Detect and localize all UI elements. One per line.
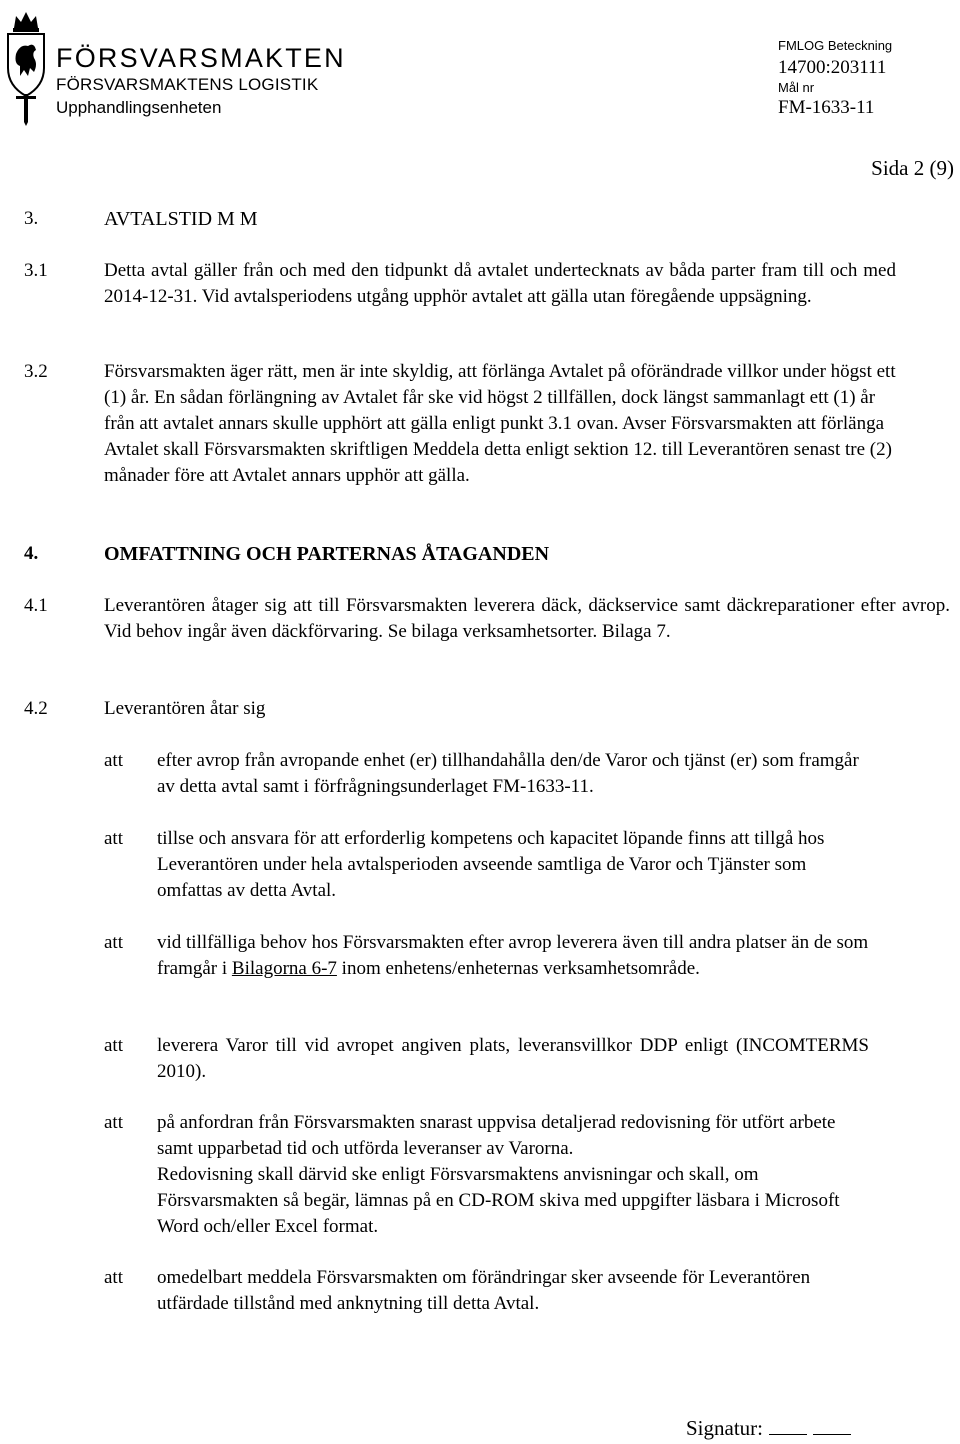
document-header [0, 0, 960, 130]
designation-value: 14700:203111 [778, 57, 887, 78]
section-number: 3. [24, 208, 39, 229]
list-item-label: att [104, 932, 123, 953]
signature-line [813, 1416, 851, 1435]
organization-name: FÖRSVARSMAKTEN [56, 43, 346, 73]
signature-line [769, 1416, 807, 1435]
paragraph-number: 4.2 [24, 698, 48, 719]
signature-label: Signatur: [686, 1416, 763, 1440]
list-item-paragraph: Redovisning skall därvid ske enligt Försvarsmaktens anvisningar och skall, om Försvarsmakten så begär, lämnas på en CD-ROM skiva med uppgifter läsbara i Microsoft Word och/eller Excel format. [157, 1164, 840, 1237]
list-item-label: att [104, 1112, 123, 1133]
paragraph-text: Leverantören åtar sig [104, 698, 266, 719]
section-title: OMFATTNING OCH PARTERNAS ÅTAGANDEN [104, 543, 550, 565]
list-item-text: leverera Varor till vid avropet angiven plats, leveransvillkor DDP enligt (INCOMTERMS 2010). [157, 1035, 869, 1082]
paragraph-text: Leverantören åtager sig att till Försvarsmakten leverera däck, däckservice samt däckreparationer efter avrop. Vid behov ingår även däckförvaring. Se bilaga verksamhetsorter. Bilaga 7. [104, 595, 950, 642]
list-item-text: tillse och ansvara för att erforderlig kompetens och kapacitet löpande finns att tillgå hos Leverantören under hela avtalsperioden avseende samtliga de Varor och Tjänster som omfattas av detta Avtal. [157, 828, 825, 901]
signature-field [686, 1416, 851, 1441]
paragraph-text: Detta avtal gäller från och med den tidpunkt då avtalet undertecknats av båda parter fram till och med 2014-12-31. Vid avtalsperiodens utgång upphör avtalet att gälla utan föregående uppsägning. [104, 260, 896, 307]
list-item-text: omedelbart meddela Försvarsmakten om förändringar sker avseende för Leverantören utfärdade tillstånd med anknytning till detta Avtal. [157, 1267, 811, 1314]
list-item-label: att [104, 1267, 123, 1288]
case-number-label: Mål nr [778, 80, 815, 95]
organization-department: Upphandlingsenheten [56, 98, 222, 117]
section-title: AVTALSTID M M [104, 208, 258, 230]
appendix-link[interactable]: Bilagorna 6-7 [231, 958, 337, 979]
list-item-label: att [104, 750, 123, 771]
list-item-text-start: vid tillfälliga behov hos Försvarsmakten efter avrop leverera även till andra platser än de som framgår i [157, 932, 869, 979]
designation-label: FMLOG Beteckning [778, 38, 893, 53]
list-item-text [157, 930, 869, 982]
list-item-label: att [104, 828, 123, 849]
paragraph-number: 3.2 [24, 361, 48, 382]
list-item-text [157, 1110, 869, 1240]
list-item-text: efter avrop från avropande enhet (er) tillhandahålla den/de Varor och tjänst (er) som framgår av detta avtal samt i förfrågningsunderlaget FM-1633-11. [157, 750, 859, 797]
paragraph-text: Försvarsmakten äger rätt, men är inte skyldig, att förlänga Avtalet på oförändrade villkor under högst ett (1) år. En sådan förlängning av Avtalet får ske vid högst 2 tillfällen, dock längst sammanlagt ett (1) år från att avtalet annars skulle upphört att gälla enligt punkt 3.1 ovan. Avser Försvarsmakten att förlänga Avtalet skall Försvarsmakten skriftligen Meddela detta enligt sektion 12. till Leverantören senast tre (2) månader före att Avtalet annars upphör att gälla. [104, 361, 896, 486]
page-number: Sida 2 (9) [871, 156, 954, 180]
organization-subunit: FÖRSVARSMAKTENS LOGISTIK [56, 75, 319, 94]
armed-forces-crest-icon [2, 6, 50, 126]
list-item-label: att [104, 1035, 123, 1056]
list-item-text-end: inom enhetens/enheternas verksamhetsområde. [336, 958, 700, 979]
list-item-paragraph: på anfordran från Försvarsmakten snarast uppvisa detaljerad redovisning för utfört arbete samt upparbetad tid och utförda leveranser av Varorna. [157, 1112, 836, 1159]
section-number: 4. [24, 543, 39, 564]
case-number-value: FM-1633-11 [778, 97, 875, 118]
paragraph-number: 4.1 [24, 595, 48, 616]
paragraph-number: 3.1 [24, 260, 48, 281]
